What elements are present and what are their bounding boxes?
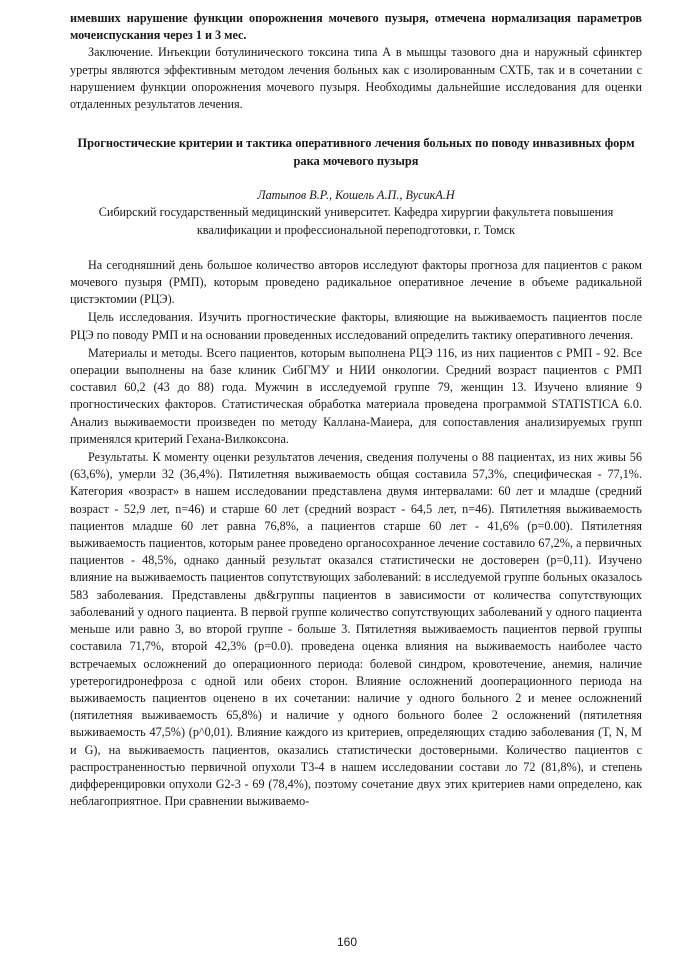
article-title: Прогностические критерии и тактика оперативного лечения больных по поводу инвазивных форм рака мочевого пузыря	[77, 136, 635, 168]
page-number: 160	[336, 935, 358, 949]
previous-article-conclusion: Заключение. Инъекции ботулинического токсина типа А в мышцы тазового дна и наружный сфинктер уретры являются эффективным методом лечения больных как с изолированным СХТБ, так и в сочетании с нарушением функции опорожнения мочевого пузыря. Необходимы дальнейшие исследования для оценки отдаленных результатов лечения.	[70, 45, 642, 112]
article-authors: Латыпов В.Р., Кошель А.П., ВусикА.Н	[257, 188, 455, 203]
article-affiliation: Сибирский государственный медицинский университет. Кафедра хирургии факультета повышения квалификации и профессиональной переподготовки, г. Томск	[98, 205, 614, 237]
previous-article-continuation: имевших нарушение функции опорожнения мочевого пузыря, отмечена нормализация параметров мочеиспускания через 1 и 3 мес.	[70, 11, 642, 43]
aim-paragraph: Цель исследования. Изучить прогностические факторы, влияющие на выживаемость пациентов после РЦЭ по поводу РМП и на основании проведенных исследований определить тактику оперативного лечения.	[70, 310, 642, 342]
results-paragraph: Результаты. К моменту оценки результатов лечения, сведения получены о 88 пациентах, из них живы 56 (63,6%), умерли 32 (36,4%). Пятилетняя выживаемость общая составила 57,3%, специфическая - 77,1%. Категория «возраст» в нашем исследовании представлена двумя интервалами: 60 лет и младше (средний возраст - 52,9 лет, n=46) и старше 60 лет (средний возраст - 64,5 лет, n=46). Пятилетняя выживаемость пациентов младше 60 лет равна 76,8%, а пациентов старше 60 лет - 41,6% (p=0.00). Пятилетняя выживаемость пациентов, которым ранее проведено органосохранное лечение составило 67,2%, а первичных пациентов - 48,5%, однако данный результат оказался статистически не достоверен (p=0,11). Изучено влияние на выживаемость пациентов сопутствующих заболеваний: в исследуемой группе больных оказалось 583 заболевания. Представлены дв&группы пациентов в зависимости от количества сопутствующих заболеваний у одного пациента. В первой группе количество сопутствующих заболеваний у одного пациента меньше или равно 3, во второй группе - больше 3. Пятилетняя выживаемость пациентов первой группы составила 71,7%, второй 42,3% (p=0.0). проведена оценка влияния на выживаемость наиболее часто встречаемых осложнений до операционного периода: болевой синдром, кровотечение, анемия, наличие уретерогидронефроза с одной или обеих сторон. Влияние осложнений дооперационного периода на выживаемость пациентов оценено в их сочетании: наличие у одного больного 2 и менее осложнений (пятилетняя выживаемость 65,8%) и наличие у одного больного более 2 осложнений (пятилетняя выживаемость 47,5%) (p^0,01). Влияние каждого из критериев, определяющих стадию заболевания (T, N, M и G), на выживаемость пациентов, оказались статистически достоверными. Количество пациентов с распространенностью первичной опухоли Т3-4 в нашем исследовании состави ло 72 (81,8%), и степень дифференцировки опухоли G2-3 - 69 (78,4%), поэтому сочетание двух этих критериев нами определено, как неблагоприятное. При сравнении выживаемо-	[70, 450, 642, 809]
methods-paragraph: Материалы и методы. Всего пациентов, которым выполнена РЦЭ 116, из них пациентов с РМП - 92. Все операции выполнены на базе клиник СибГМУ и НИИ онкологии. Средний возраст пациентов с РМП составил 60,2 (43 до 88) года. Мужчин в исследуемой группе 79, женщин 13. Изучено влияние 9 прогностических факторов. Статистическая обработка материала проведена программой STATISTICA 6.0. Анализ выживаемости произведен по методу Каллана-Маиера, для сопоставления анализируемых групп применялся критерий Гехана-Вилкоксона.	[70, 345, 642, 446]
intro-paragraph: На сегодняшний день большое количество авторов исследуют факторы прогноза для пациентов с раком мочевого пузыря (РМП), которым проведено радикальное оперативное лечение в объеме радикальной цистэктомии (РЦЭ).	[70, 257, 642, 307]
